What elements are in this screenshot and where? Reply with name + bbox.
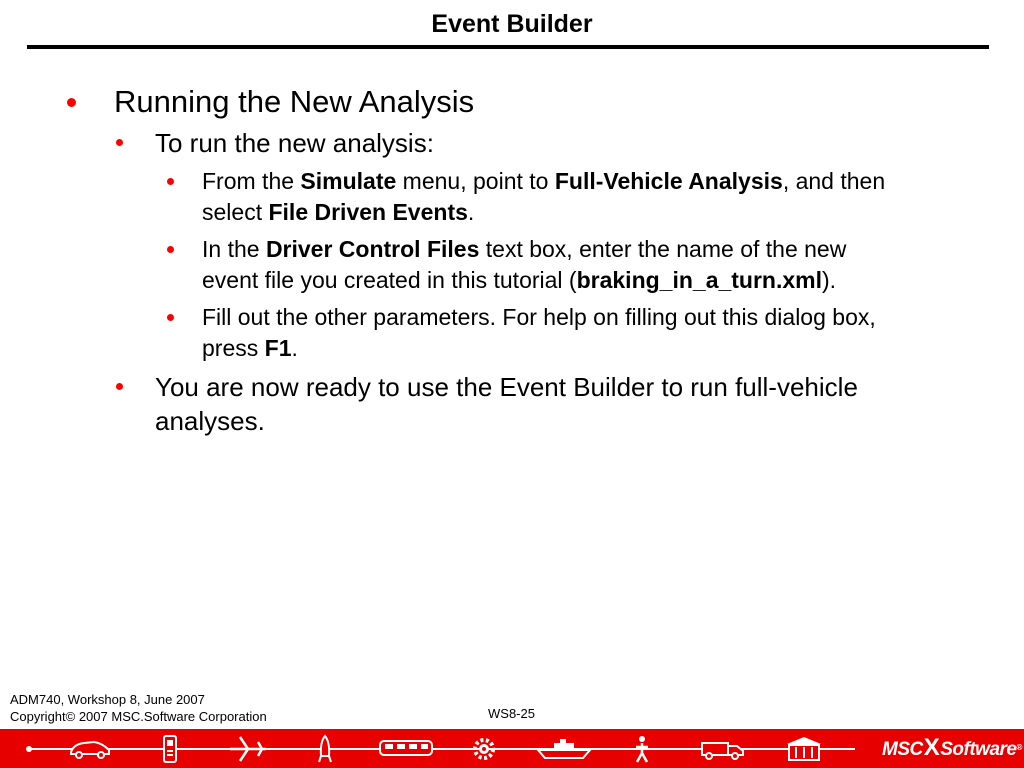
bullet-l1-heading xyxy=(114,84,474,120)
rocket-icon xyxy=(316,734,334,764)
bullet-l3-step2 xyxy=(202,234,846,296)
menu-simulate: Simulate xyxy=(300,168,397,194)
footer-course: ADM740, Workshop 8, June 2007 xyxy=(10,692,205,707)
phone-icon xyxy=(160,734,180,764)
step2-line1: In the Driver Control Files text box, enter the name of the new xyxy=(202,236,847,262)
menu-full-vehicle-analysis: Full-Vehicle Analysis xyxy=(554,168,783,194)
bullet-icon xyxy=(167,314,174,321)
step2-line2: event file you created in this tutorial (braking_in_a_turn.xml). xyxy=(202,267,837,293)
step3-line2: press F1. xyxy=(202,335,298,361)
title-divider xyxy=(27,45,989,49)
bullet-l3-step1 xyxy=(202,166,885,228)
footer-copyright: Copyright© 2007 MSC.Software Corporation xyxy=(10,709,267,724)
bullet-l3-step3 xyxy=(202,302,876,364)
person-icon xyxy=(632,734,652,764)
truck-icon xyxy=(700,734,746,762)
ready-line1: You are now ready to use the Event Builder to run full-vehicle xyxy=(155,372,858,402)
bullet-icon xyxy=(116,383,123,390)
msc-software-logo: MSCXSoftware® xyxy=(882,734,1022,761)
slide-title: Event Builder xyxy=(431,10,593,38)
footer-info xyxy=(10,691,267,725)
building-icon xyxy=(784,734,824,764)
bullet-l2-ready xyxy=(155,370,858,438)
intro-text: To run the new analysis: xyxy=(155,128,434,158)
band-dot xyxy=(26,746,32,752)
step1-line1: From the Simulate menu, point to Full-Vehicle Analysis, and then xyxy=(202,168,886,194)
field-driver-control-files: Driver Control Files xyxy=(265,236,480,262)
gear-icon xyxy=(470,734,498,764)
step3-line1: Fill out the other parameters. For help on filling out this dialog box, xyxy=(202,304,876,330)
train-icon xyxy=(378,734,434,762)
ship-icon xyxy=(536,734,592,762)
page-number: WS8-25 xyxy=(488,706,535,721)
bullet-icon xyxy=(116,139,123,146)
ready-line2: analyses. xyxy=(155,406,265,436)
bullet-icon xyxy=(67,98,76,107)
menu-file-driven-events: File Driven Events xyxy=(268,199,468,225)
car-icon xyxy=(68,734,112,762)
file-name: braking_in_a_turn.xml xyxy=(576,267,823,293)
bullet-icon xyxy=(167,246,174,253)
airplane-icon xyxy=(228,734,268,764)
step1-line2: select File Driven Events. xyxy=(202,199,475,225)
bullet-icon xyxy=(167,178,174,185)
heading-text: Running the New Analysis xyxy=(114,84,475,119)
footer-band xyxy=(0,729,1024,768)
bullet-l2-intro xyxy=(155,126,434,160)
key-f1: F1 xyxy=(264,335,292,361)
